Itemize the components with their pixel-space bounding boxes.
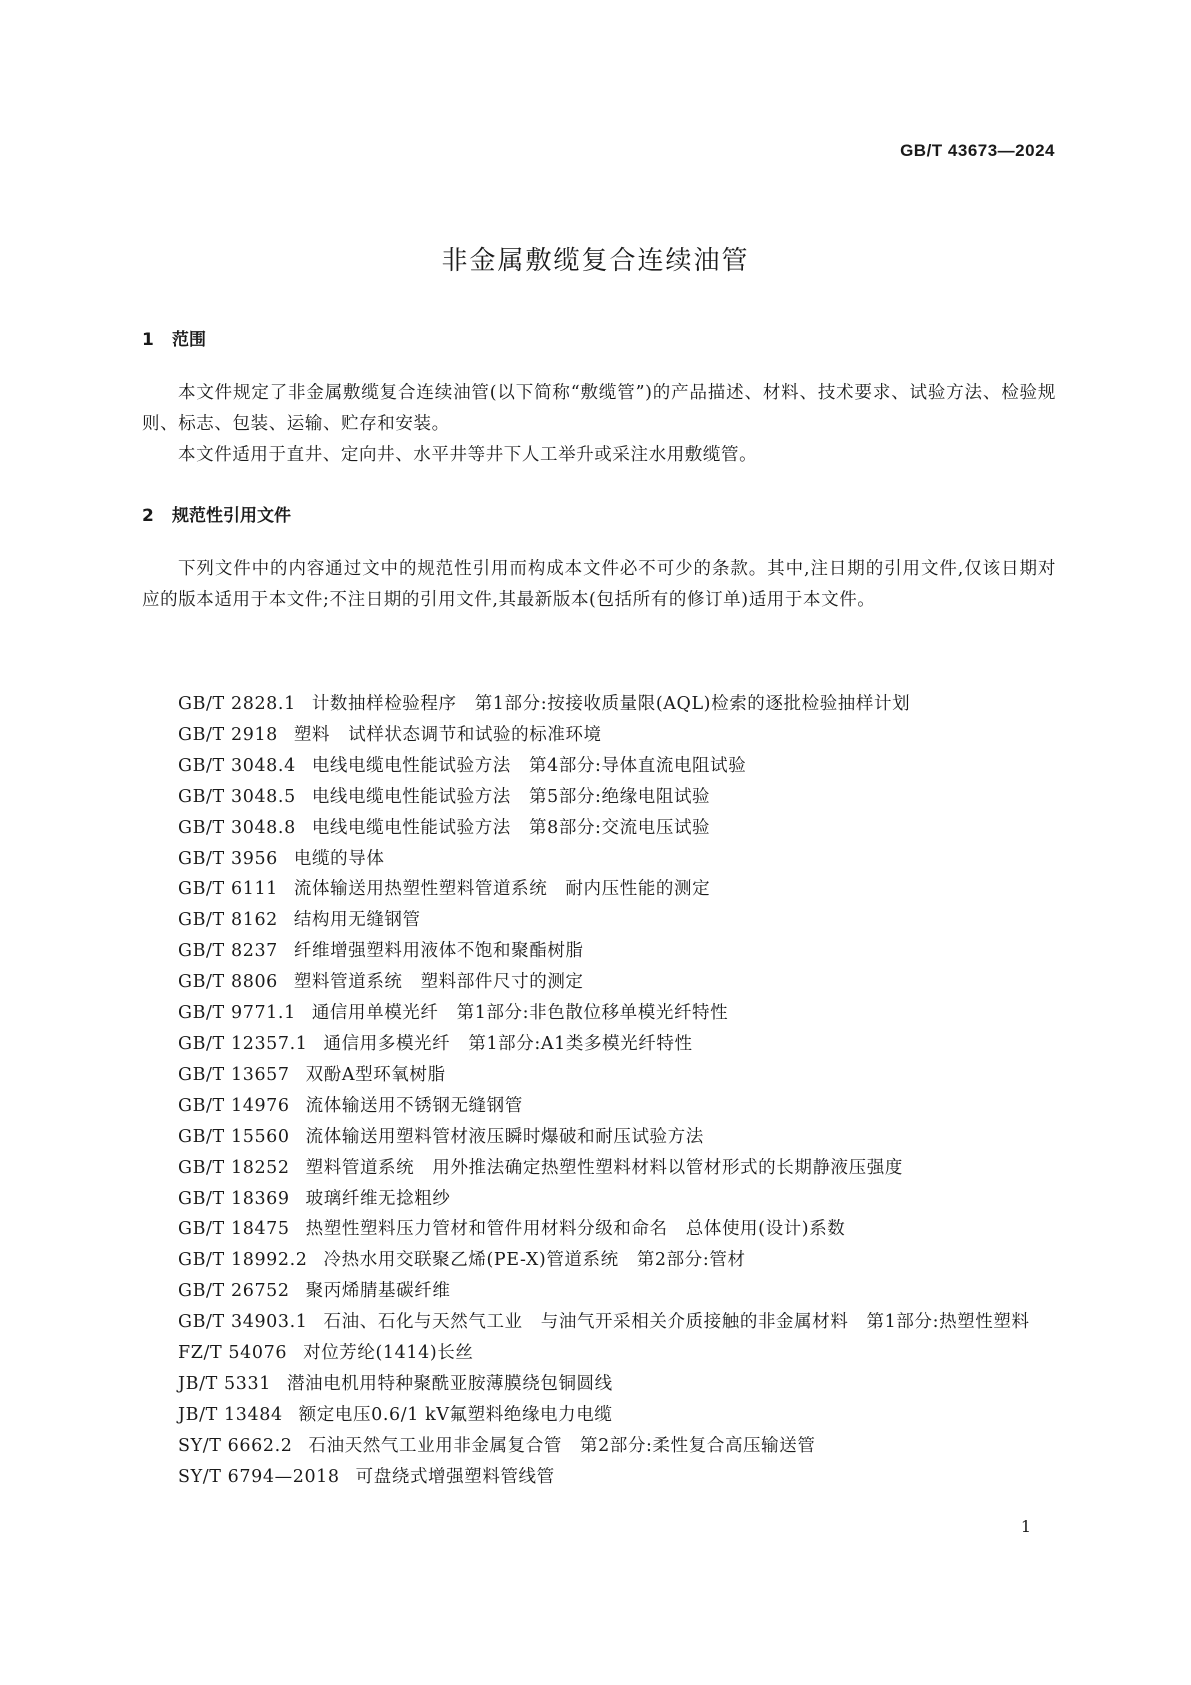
reference-title: 热塑性塑料压力管材和管件用材料分级和命名 总体使用(设计)系数 xyxy=(305,1219,846,1240)
reference-code: GB/T 3048.5 xyxy=(178,786,296,807)
reference-item xyxy=(142,1029,1056,1060)
page-number: 1 xyxy=(1020,1517,1031,1536)
reference-item xyxy=(142,1091,1056,1122)
reference-code: GB/T 18252 xyxy=(178,1157,290,1178)
reference-code: GB/T 18369 xyxy=(178,1188,290,1209)
reference-title: 玻璃纤维无捻粗纱 xyxy=(305,1188,451,1209)
standard-code: GB/T 43673—2024 xyxy=(900,141,1055,160)
reference-title: 石油、石化与天然气工业 与油气开采相关介质接触的非金属材料 第1部分:热塑性塑料 xyxy=(323,1312,1030,1333)
reference-code: FZ/T 54076 xyxy=(178,1343,288,1364)
reference-code: GB/T 3956 xyxy=(178,848,278,869)
reference-title: 电线电缆电性能试验方法 第5部分:绝缘电阻试验 xyxy=(311,786,711,807)
reference-item xyxy=(142,1214,1056,1245)
reference-item xyxy=(142,1184,1056,1215)
reference-item xyxy=(142,1431,1056,1462)
reference-title: 计数抽样检验程序 第1部分:按接收质量限(AQL)检索的逐批检验抽样计划 xyxy=(311,694,911,714)
reference-title: 结构用无缝钢管 xyxy=(293,910,421,931)
reference-code: JB/T 5331 xyxy=(178,1373,271,1394)
section-1-paragraph: 本文件适用于直井、定向井、水平井等井下人工举升或采注水用敷缆管。 xyxy=(178,445,758,465)
section-2-body xyxy=(142,554,1056,616)
reference-title: 通信用多模光纤 第1部分:A1类多模光纤特性 xyxy=(323,1033,693,1054)
reference-item xyxy=(142,874,1056,905)
section-2-number: 2 xyxy=(142,506,154,526)
section-1-number: 1 xyxy=(142,330,154,350)
reference-item xyxy=(142,1369,1056,1400)
reference-code: GB/T 13657 xyxy=(178,1064,290,1085)
reference-code: GB/T 34903.1 xyxy=(178,1312,308,1333)
section-2-heading xyxy=(142,501,291,526)
reference-item xyxy=(142,813,1056,844)
reference-item xyxy=(142,751,1056,782)
reference-title: 电缆的导体 xyxy=(293,848,385,869)
reference-title: 双酚A型环氧树脂 xyxy=(305,1064,446,1085)
reference-title: 对位芳纶(1414)长丝 xyxy=(303,1343,474,1364)
reference-code: GB/T 12357.1 xyxy=(178,1033,308,1054)
reference-item xyxy=(142,1307,1056,1338)
reference-item xyxy=(142,1060,1056,1091)
section-1-body xyxy=(142,378,1056,471)
section-1-title: 范围 xyxy=(172,330,206,350)
document-title: 非金属敷缆复合连续油管 xyxy=(441,246,750,276)
section-1-heading xyxy=(142,325,206,350)
reference-title: 石油天然气工业用非金属复合管 第2部分:柔性复合高压输送管 xyxy=(308,1435,816,1456)
reference-code: GB/T 3048.4 xyxy=(178,755,296,776)
reference-item xyxy=(142,905,1056,936)
reference-title: 流体输送用不锈钢无缝钢管 xyxy=(305,1095,523,1116)
reference-item xyxy=(142,1400,1056,1431)
normative-references-list xyxy=(142,689,1056,1493)
reference-code: JB/T 13484 xyxy=(178,1404,283,1425)
reference-item xyxy=(142,720,1056,751)
reference-code: GB/T 3048.8 xyxy=(178,817,296,838)
reference-item xyxy=(142,1122,1056,1153)
reference-code: GB/T 9771.1 xyxy=(178,1003,296,1024)
reference-item xyxy=(142,844,1056,875)
reference-item xyxy=(142,1276,1056,1307)
reference-code: GB/T 15560 xyxy=(178,1126,290,1147)
section-2-title: 规范性引用文件 xyxy=(172,506,291,526)
reference-code: GB/T 2828.1 xyxy=(178,694,296,714)
reference-title: 流体输送用热塑性塑料管道系统 耐内压性能的测定 xyxy=(293,879,711,900)
reference-title: 潜油电机用特种聚酰亚胺薄膜绕包铜圆线 xyxy=(286,1373,613,1394)
reference-title: 聚丙烯腈基碳纤维 xyxy=(305,1281,451,1302)
reference-item xyxy=(142,689,1056,720)
reference-item xyxy=(142,1153,1056,1184)
reference-code: SY/T 6662.2 xyxy=(178,1435,293,1456)
reference-code: GB/T 8162 xyxy=(178,910,278,931)
reference-title: 塑料管道系统 塑料部件尺寸的测定 xyxy=(293,972,584,993)
reference-item xyxy=(142,967,1056,998)
reference-title: 通信用单模光纤 第1部分:非色散位移单模光纤特性 xyxy=(311,1003,729,1024)
reference-item xyxy=(142,936,1056,967)
reference-item xyxy=(142,1338,1056,1369)
reference-title: 可盘绕式增强塑料管线管 xyxy=(355,1466,555,1487)
reference-code: GB/T 26752 xyxy=(178,1281,290,1302)
reference-title: 纤维增强塑料用液体不饱和聚酯树脂 xyxy=(293,941,584,962)
section-2-paragraph: 下列文件中的内容通过文中的规范性引用而构成本文件必不可少的条款。其中,注日期的引用文件,仅该日期对应的版本适用于本文件;不注日期的引用文件,其最新版本(包括所有的修订单)适用于本文件。 xyxy=(142,559,1056,610)
reference-title: 塑料 试样状态调节和试验的标准环境 xyxy=(293,724,602,745)
reference-title: 电线电缆电性能试验方法 第4部分:导体直流电阻试验 xyxy=(311,755,747,776)
reference-item xyxy=(142,782,1056,813)
reference-item xyxy=(142,1462,1056,1493)
reference-title: 电线电缆电性能试验方法 第8部分:交流电压试验 xyxy=(311,817,711,838)
reference-code: GB/T 18475 xyxy=(178,1219,290,1240)
reference-code: GB/T 18992.2 xyxy=(178,1250,308,1271)
reference-item xyxy=(142,1245,1056,1276)
reference-code: GB/T 2918 xyxy=(178,724,278,745)
reference-title: 额定电压0.6/1 kV氟塑料绝缘电力电缆 xyxy=(298,1404,613,1425)
reference-item xyxy=(142,998,1056,1029)
reference-title: 塑料管道系统 用外推法确定热塑性塑料材料以管材形式的长期静液压强度 xyxy=(305,1157,903,1178)
section-1-paragraph: 本文件规定了非金属敷缆复合连续油管(以下简称“敷缆管”)的产品描述、材料、技术要求、试验方法、检验规则、标志、包装、运输、贮存和安装。 xyxy=(142,383,1056,434)
reference-code: GB/T 6111 xyxy=(178,879,278,900)
reference-title: 冷热水用交联聚乙烯(PE-X)管道系统 第2部分:管材 xyxy=(323,1250,746,1271)
reference-code: GB/T 14976 xyxy=(178,1095,290,1116)
reference-code: GB/T 8806 xyxy=(178,972,278,993)
reference-title: 流体输送用塑料管材液压瞬时爆破和耐压试验方法 xyxy=(305,1126,704,1147)
reference-code: SY/T 6794—2018 xyxy=(178,1466,340,1487)
reference-code: GB/T 8237 xyxy=(178,941,278,962)
